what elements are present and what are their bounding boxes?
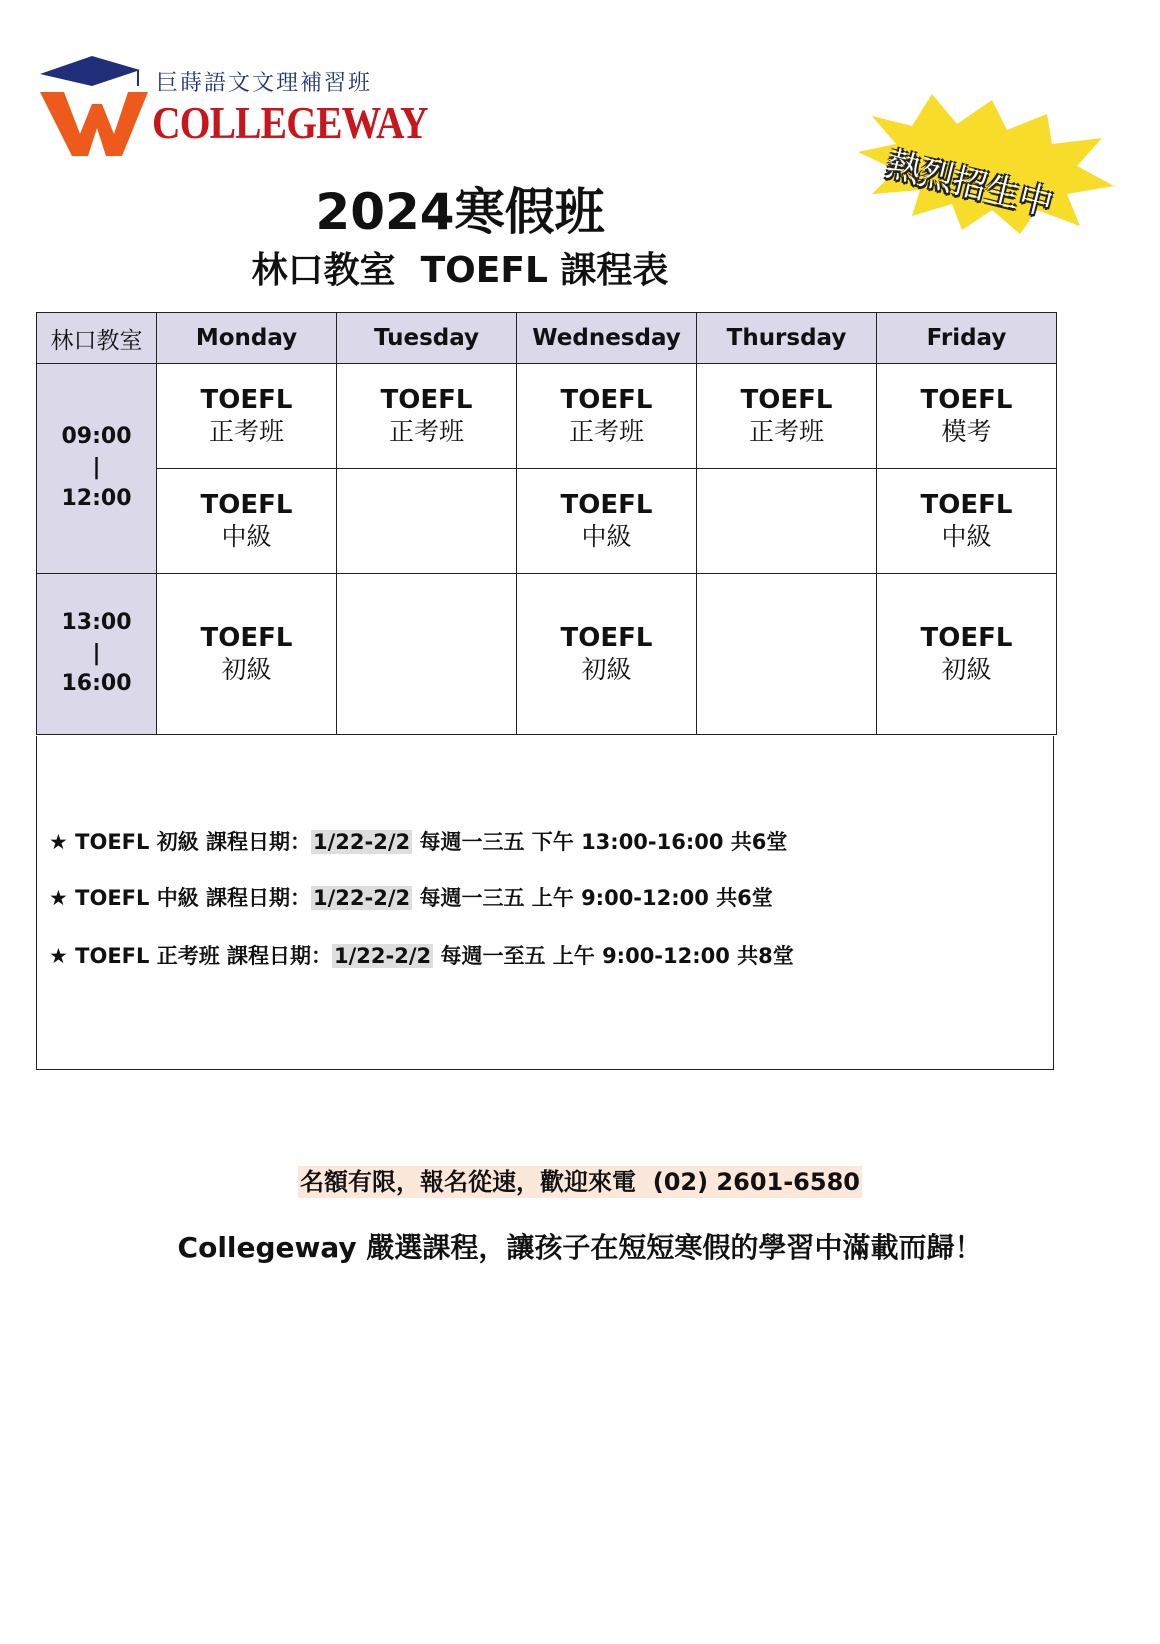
course-level: 正考班	[388, 417, 464, 446]
time-slot-morning	[37, 364, 157, 574]
table-row	[37, 574, 1057, 735]
logo-english-name: COLLEGEWAY	[152, 97, 428, 148]
table-row	[37, 364, 1057, 469]
course-cell	[337, 364, 517, 469]
note-label: ★ TOEFL 中級 課程日期：	[49, 886, 312, 910]
time-separator: |	[92, 455, 101, 481]
time-start: 09:00	[61, 424, 132, 450]
course-notes-box	[36, 736, 1054, 1070]
page-subtitle: 林口教室 TOEFL 課程表	[251, 250, 669, 291]
course-cell	[157, 364, 337, 469]
course-cell	[697, 469, 877, 574]
contact-line	[0, 1162, 1160, 1197]
course-cell	[877, 364, 1057, 469]
course-cell	[697, 574, 877, 735]
course-name: TOEFL	[560, 385, 653, 415]
course-name: TOEFL	[200, 623, 293, 653]
table-row	[37, 469, 1057, 574]
course-name: TOEFL	[380, 385, 473, 415]
course-cell	[337, 469, 517, 574]
note-beginner	[49, 826, 787, 856]
course-name: TOEFL	[200, 490, 293, 520]
corner-cell: 林口教室	[37, 313, 157, 364]
note-detail: 每週一三五 下午 13:00-16:00 共6堂	[412, 830, 788, 854]
note-exam-class	[49, 940, 794, 970]
course-name: TOEFL	[560, 490, 653, 520]
time-start: 13:00	[61, 609, 132, 635]
course-level: 正考班	[568, 417, 644, 446]
course-name: TOEFL	[920, 490, 1013, 520]
course-level: 初級	[581, 655, 632, 684]
day-header: Monday	[157, 313, 337, 364]
logo	[40, 52, 428, 162]
course-cell	[337, 574, 517, 735]
course-cell	[157, 574, 337, 735]
course-cell	[517, 469, 697, 574]
course-name: TOEFL	[740, 385, 833, 415]
course-level: 正考班	[748, 417, 824, 446]
contact-text: 名額有限，報名從速，歡迎來電 (02) 2601-6580	[300, 1168, 860, 1196]
day-header: Thursday	[697, 313, 877, 364]
note-label: ★ TOEFL 正考班 課程日期：	[49, 944, 333, 968]
course-level: 模考	[941, 417, 992, 446]
course-name: TOEFL	[920, 623, 1013, 653]
course-level: 中級	[221, 522, 272, 551]
note-label: ★ TOEFL 初級 課程日期：	[49, 830, 312, 854]
page-title: 2024寒假班	[315, 183, 605, 241]
schedule-table	[36, 312, 1057, 735]
note-date: 1/22-2/2	[313, 886, 411, 910]
header-row	[37, 313, 1057, 364]
course-name: TOEFL	[560, 623, 653, 653]
slogan: Collegeway 嚴選課程，讓孩子在短短寒假的學習中滿載而歸！	[177, 1231, 983, 1264]
time-end: 12:00	[61, 485, 132, 511]
recruiting-text: 熱烈招生中	[882, 144, 1057, 225]
course-level: 正考班	[208, 417, 284, 446]
course-name: TOEFL	[920, 385, 1013, 415]
course-cell	[877, 574, 1057, 735]
course-level: 初級	[221, 655, 272, 684]
note-date: 1/22-2/2	[334, 944, 432, 968]
course-name: TOEFL	[200, 385, 293, 415]
mortarboard-w-icon	[40, 52, 152, 162]
day-header: Tuesday	[337, 313, 517, 364]
time-separator: |	[92, 640, 101, 666]
course-cell	[517, 364, 697, 469]
logo-chinese-name: 巨蒔語文文理補習班	[156, 71, 373, 96]
time-slot-afternoon	[37, 574, 157, 735]
note-date: 1/22-2/2	[313, 830, 411, 854]
day-header: Wednesday	[517, 313, 697, 364]
course-cell	[517, 574, 697, 735]
time-end: 16:00	[61, 671, 132, 697]
course-level: 中級	[581, 522, 632, 551]
course-cell	[697, 364, 877, 469]
note-intermediate	[49, 882, 773, 912]
course-level: 初級	[941, 655, 992, 684]
course-level: 中級	[941, 522, 992, 551]
note-detail: 每週一至五 上午 9:00-12:00 共8堂	[433, 944, 794, 968]
day-header: Friday	[877, 313, 1057, 364]
course-cell	[877, 469, 1057, 574]
course-cell	[157, 469, 337, 574]
note-detail: 每週一三五 上午 9:00-12:00 共6堂	[412, 886, 773, 910]
